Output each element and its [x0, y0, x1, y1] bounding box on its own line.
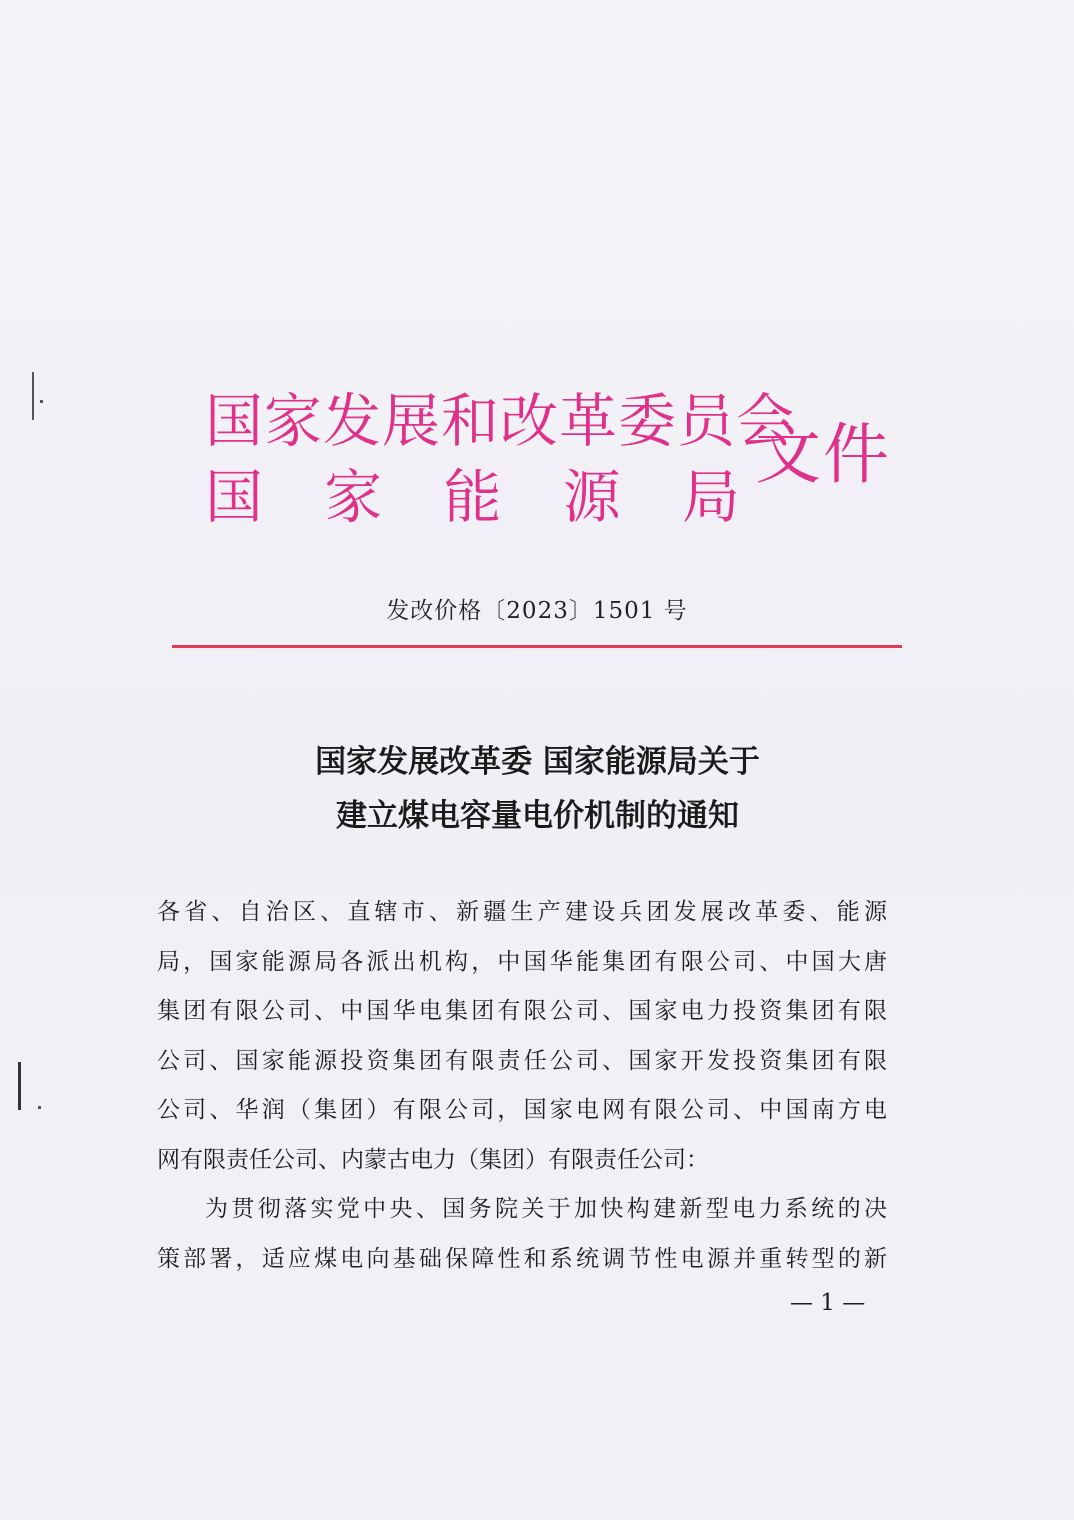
issuer-nea-char: 能 [443, 463, 502, 531]
addressee-line: 局，国家能源局各派出机构，中国华能集团有限公司、中国大唐 [157, 948, 887, 975]
addressee-line: 网有限责任公司、内蒙古电力（集团）有限责任公司： [157, 1146, 709, 1173]
scan-mark [40, 400, 43, 403]
addressee-line: 各省、自治区、直辖市、新疆生产建设兵团发展改革委、能源 [157, 899, 887, 925]
addressee-line: 公司、华润（集团）有限公司，国家电网有限公司、中国南方电 [157, 1097, 887, 1123]
scan-mark [32, 372, 34, 420]
issuer-nea-char: 局 [681, 463, 740, 531]
addressee-line: 集团有限公司、中国华电集团有限公司、国家电力投资集团有限 [157, 998, 887, 1024]
page-number: — 1 — [790, 1290, 866, 1316]
issuer-nea [205, 464, 740, 530]
document-body [157, 888, 887, 1284]
scan-mark [18, 1062, 21, 1110]
document-title [170, 735, 905, 843]
red-separator-line [172, 645, 902, 648]
issuer-nea-char: 家 [324, 463, 383, 531]
body-line: 为贯彻落实党中央、国务院关于加快构建新型电力系统的决 [205, 1196, 887, 1222]
issuer-ndrc: 国家发展和改革委员会 [205, 387, 796, 455]
title-line: 建立煤电容量电价机制的通知 [336, 798, 739, 834]
document-number: 发改价格〔2023〕1501 号 [386, 598, 688, 624]
addressee-line: 公司、国家能源投资集团有限责任公司、国家开发投资集团有限 [157, 1047, 887, 1074]
issuer-header [205, 378, 905, 538]
scan-mark [38, 1106, 41, 1109]
title-line: 国家发展改革委 国家能源局关于 [315, 744, 760, 780]
issuer-nea-char: 源 [562, 463, 621, 531]
body-line: 策部署，适应煤电向基础保障性和系统调节性电源并重转型的新 [157, 1245, 887, 1272]
issuer-document-label: 文件 [755, 416, 891, 493]
issuer-nea-char: 国 [205, 463, 264, 531]
